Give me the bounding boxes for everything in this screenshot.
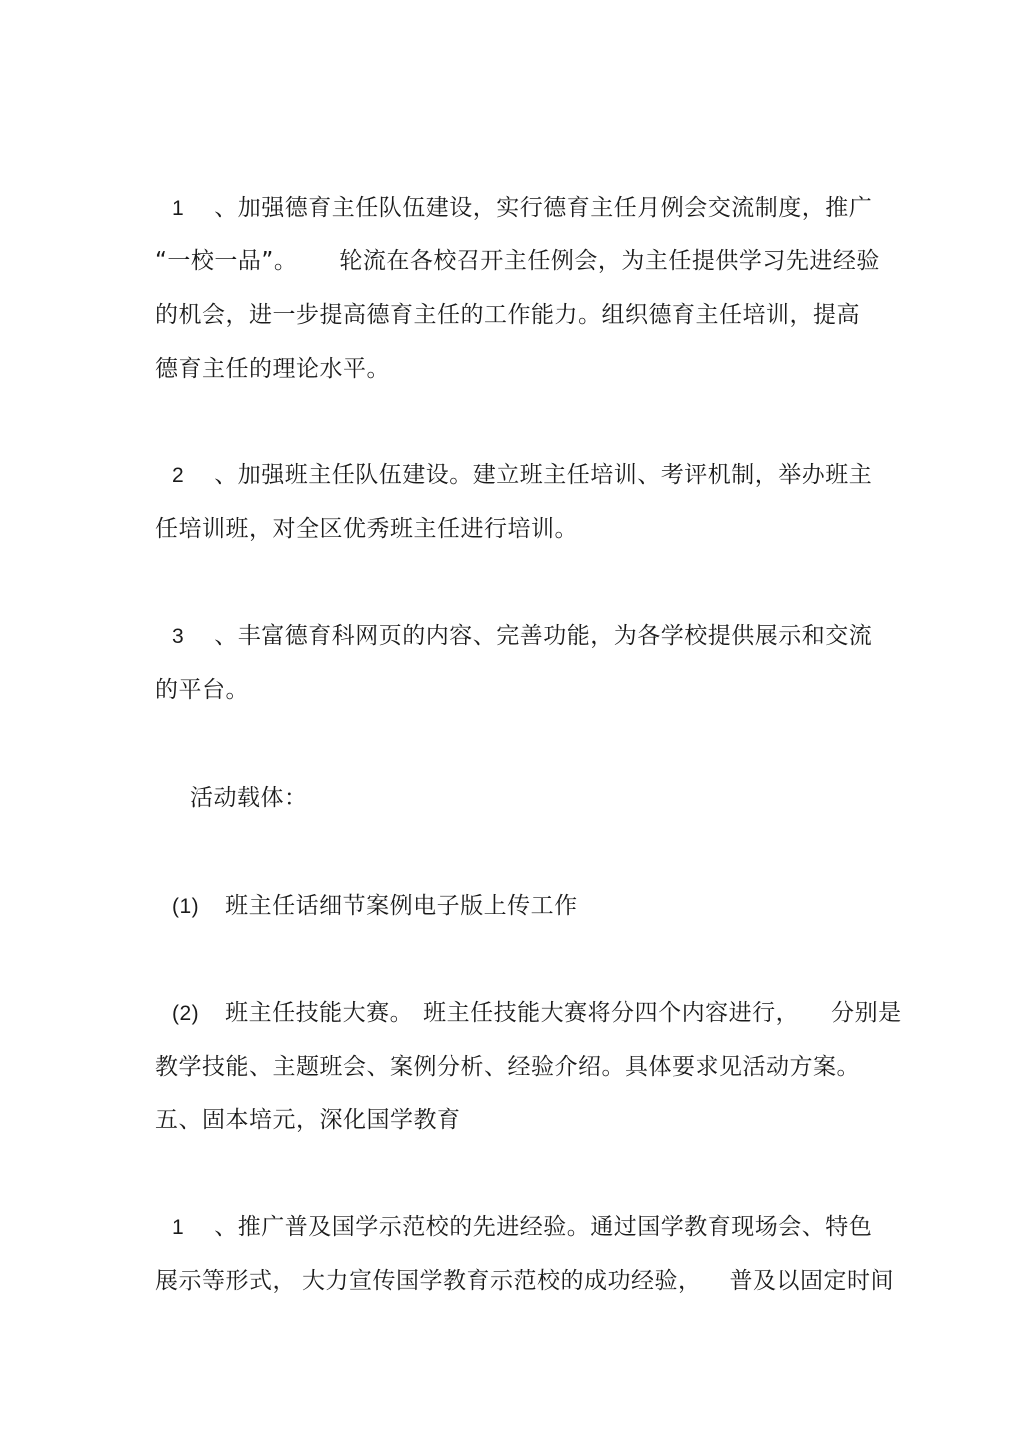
activity-item-1: (1) 班主任话细节案例电子版上传工作 <box>172 891 578 922</box>
paragraph-3-line-1: 3 、丰富德育科网页的内容、完善功能，为各学校提供展示和交流 <box>172 621 872 652</box>
paragraph-3-line-2: 的平台。 <box>155 677 249 703</box>
paragraph-number: 2 <box>172 464 185 487</box>
paragraph-2-line-1: 2 、加强班主任队伍建设。建立班主任培训、考评机制，举办班主 <box>172 460 872 491</box>
paragraph-number: 3 <box>172 625 185 648</box>
paragraph-1-line-1: 1 、加强德育主任队伍建设，实行德育主任月例会交流制度，推广 <box>172 193 872 224</box>
activity-item-2-line-2: 教学技能、主题班会、案例分析、经验介绍。具体要求见活动方案。 <box>155 1054 860 1080</box>
item-number: (1) <box>172 895 200 918</box>
activity-heading: 活动载体： <box>190 785 308 811</box>
paragraph-1-line-4: 德育主任的理论水平。 <box>155 356 390 382</box>
paragraph-1-line-2: “一校一品”。 轮流在各校召开主任例会，为主任提供学习先进经验 <box>155 248 880 274</box>
paragraph-1-line-3: 的机会，进一步提高德育主任的工作能力。组织德育主任培训，提高 <box>155 302 860 328</box>
paragraph-2-line-2: 任培训班，对全区优秀班主任进行培训。 <box>155 516 578 542</box>
section-5-paragraph-1-line-2: 展示等形式， 大力宣传国学教育示范校的成功经验， 普及以固定时间 <box>155 1268 894 1294</box>
item-number: (2) <box>172 1002 200 1025</box>
activity-item-2-line-1: (2) 班主任技能大赛。 班主任技能大赛将分四个内容进行， 分别是 <box>172 998 902 1029</box>
section-5-heading: 五、固本培元，深化国学教育 <box>155 1107 461 1133</box>
section-5-paragraph-1-line-1: 1 、推广普及国学示范校的先进经验。通过国学教育现场会、特色 <box>172 1212 872 1243</box>
paragraph-number: 1 <box>172 1216 185 1239</box>
paragraph-number: 1 <box>172 197 185 220</box>
